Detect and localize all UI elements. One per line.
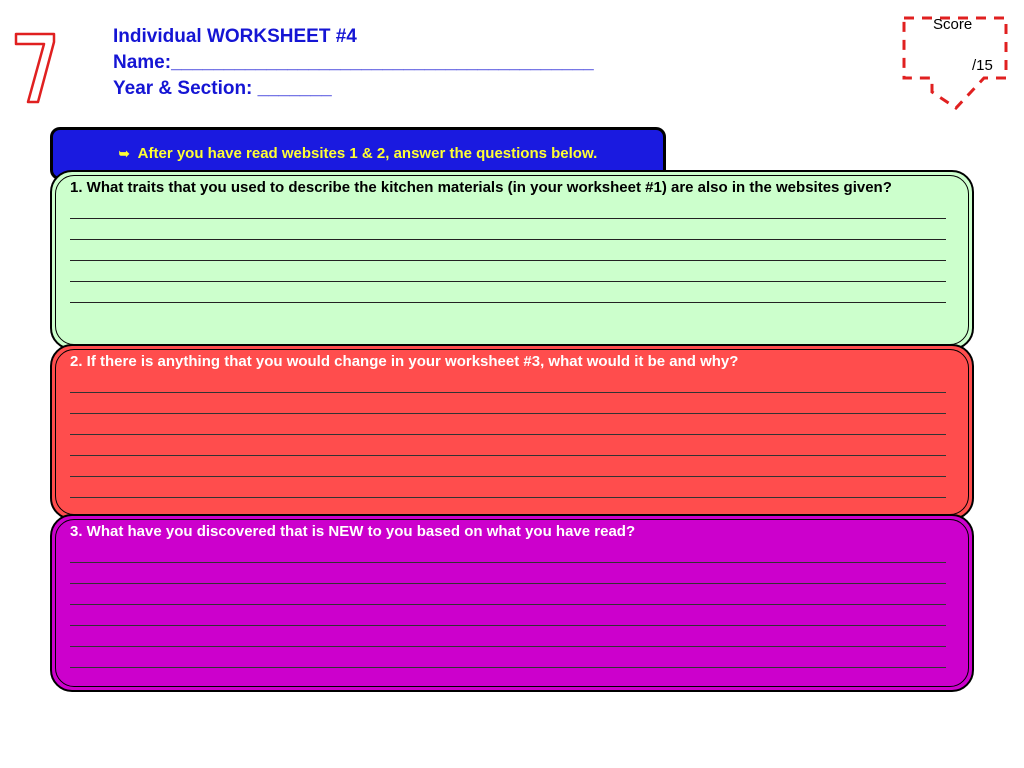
answer-line[interactable] [70,563,946,584]
answer-line[interactable] [70,240,946,261]
score-total[interactable]: /15 [972,57,993,74]
name-field[interactable]: Name:________________________________________ [113,52,594,73]
question-box-2 [50,344,974,520]
answer-line[interactable] [70,456,946,477]
answer-line[interactable] [70,393,946,414]
answer-line[interactable] [70,372,946,393]
year-section-field[interactable]: Year & Section: _______ [113,78,332,99]
answer-line[interactable] [70,414,946,435]
answer-line[interactable] [70,647,946,668]
question-1-text: 1. What traits that you used to describe the kitchen materials (in your worksheet #1) are also in the websites given? [70,179,892,196]
answer-line[interactable] [70,542,946,563]
answer-line[interactable] [70,584,946,605]
large-number-seven [12,28,58,108]
answer-line[interactable] [70,261,946,282]
answer-line[interactable] [70,198,946,219]
instruction-text: After you have read websites 1 & 2, answer the questions below. [137,145,598,162]
question-box-3 [50,514,974,692]
answer-line[interactable] [70,282,946,303]
answer-line[interactable] [70,435,946,456]
arrow-bullet-icon: ➥ [118,145,130,161]
question-3-text: 3. What have you discovered that is NEW to you based on what you have read? [70,523,636,540]
answer-line[interactable] [70,605,946,626]
answer-line[interactable] [70,477,946,498]
answer-line[interactable] [70,626,946,647]
answer-line[interactable] [70,219,946,240]
score-label: Score [933,16,973,33]
question-box-1 [50,170,974,350]
question-2-text: 2. If there is anything that you would change in your worksheet #3, what would it be and why? [70,353,739,370]
worksheet-title: Individual WORKSHEET #4 [113,26,357,47]
worksheet-header [113,24,594,102]
